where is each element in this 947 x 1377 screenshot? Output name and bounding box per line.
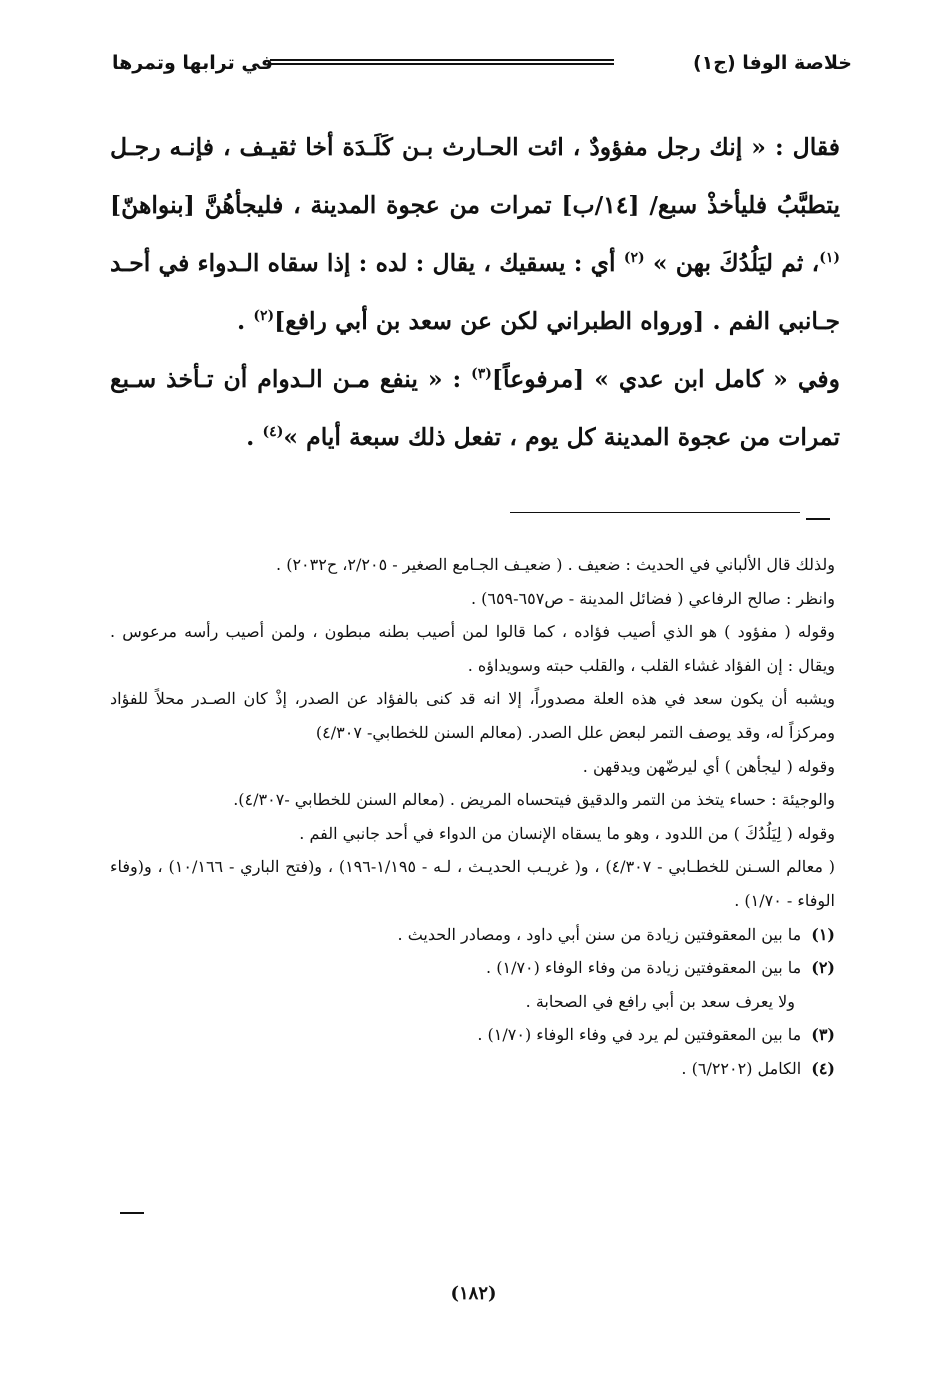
footnote-ref-1: (١): [819, 250, 841, 267]
running-header: [112, 50, 852, 86]
footnote-text: ولا يعرف سعد بن أبي رافع في الصحابة .: [525, 991, 795, 1011]
paragraph-1-text-b: ، ثم ليَلُدُكَ بهن »: [644, 249, 820, 277]
footnotes: [110, 548, 835, 1086]
footnote-2-cont: [110, 985, 835, 1019]
paragraph-1: [110, 118, 840, 350]
footnote-text: ما بين المعقوفتين لم يرد في وفاء الوفاء (١/٧٠) .: [477, 1025, 802, 1045]
footnote-continuation-line: وقوله ( ليجأهن ) أي ليرضّهن ويدقهن .: [582, 756, 835, 776]
continuation-dash-top: [806, 518, 830, 520]
main-text: [110, 118, 840, 466]
paragraph-1-text-a: فقال : « إنك رجل مفؤودٌ ، ائت الحـارث بـن كَلَـدَة أخا ثقيـف ، فإنـه رجـل يتطبَّبُ فليأخذْ سبع/ [١٤/ب] تمرات من عجوة المدينة ، فليجأهُنَّ [بنواهنّ]: [110, 133, 840, 219]
footnote-continuation-line: ولذلك قال الألباني في الحديث : ضعيف . ( ضعيـف الجـامع الصغير - ٢/٢٠٥، ح٢٠٣٢) .: [276, 555, 835, 574]
footnote-separator: [510, 512, 800, 513]
paragraph-2: [110, 350, 840, 466]
footnote-ref-3: (٣): [471, 366, 492, 383]
chapter-title: في ترابها وتمرها: [112, 52, 273, 74]
footnote-4: [110, 1052, 835, 1086]
footnote-text: ما بين المعقوفتين زيادة من سنن أبي داود ، ومصادر الحديث .: [397, 924, 802, 944]
page-number: (١٨٢): [450, 1283, 497, 1304]
footnote-ref-2b: (٢): [253, 308, 275, 325]
footnote-number: (٤): [811, 1058, 835, 1078]
header-double-rule: [270, 59, 614, 65]
footnote-continuation-line: ( معالم السـنن للخطـابي - ٤/٣٠٧) ، و( غريـب الحديـث ، لـه - ١/١٩٥-١٩٦) ، و(فتح الباري - ١٠/١٦٦) ، و(وفاء الوفاء - ١/٧٠) .: [110, 857, 836, 910]
footnote-continuation-line: وانظر : صالح الرفاعي ( فضائل المدينة - ص٦٥٧-٦٥٩) .: [470, 588, 835, 608]
footnote-number: (٢): [811, 958, 835, 978]
footnote-continuation-line: والوجيئة : حساء يتخذ من التمر والدقيق فيتحساه المريض . (معالم السنن للخطابي -٤/٣٠٧).: [233, 790, 835, 810]
footnote-continuation-line: وقوله ( لِيَلُدُكَ ) من اللدود ، وهو ما يسقاه الإنسان من الدواء في أحد جانبي الفم .: [299, 823, 835, 843]
paragraph-2-text-a: وفي « كامل ابن عدي » [مرفوعاً]: [491, 365, 840, 393]
footnote-ref-2: (٢): [623, 250, 645, 267]
footnote-ref-4: (٤): [262, 424, 284, 441]
footnote-text: الكامل (٦/٢٢٠٢) .: [681, 1058, 802, 1078]
footnote-continuation-line: ويشبه أن يكون سعد في هذه العلة مصدوراً، إلا انه قد كنى بالفؤاد عن الصدر، إذْ كان الصـدر محلاً للفؤاد ومركزاً له، وقد يوصف التمر لبعض علل الصدر. (معالم السنن للخطابي- ٤/٣٠٧): [110, 689, 836, 742]
footnote-2: [110, 951, 835, 985]
paragraph-1-text-d: .: [237, 307, 254, 335]
footnote-3: [110, 1018, 835, 1052]
footnote-number: (١): [811, 924, 835, 944]
footnote-1: [110, 918, 835, 952]
paragraph-2-text-b: : « ينفع مـن الـدوام أن تـأخذ سـبع تمرات من عجوة المدينة كل يوم ، تفعل ذلك سبعة أيام »: [110, 365, 840, 451]
paragraph-2-text-c: .: [246, 423, 263, 451]
footnote-continuation-line: وقوله ( مفؤود ) هو الذي أصيب فؤاده ، كما قالوا لمن أصيب بطنه مبطون ، ولمن أصيب رأسه مرعوس . ويقال : إن الفؤاد غشاء القلب ، والقلب حبته وسويداؤه .: [110, 622, 835, 675]
footnote-text: ما بين المعقوفتين زيادة من وفاء الوفاء (١/٧٠) .: [486, 958, 802, 978]
continuation-dash-bottom: [120, 1212, 144, 1214]
paragraph-1-text-c: أي : يسقيك ، يقال : لده : إذا سقاه الـدواء في أحـد جـانبي الفم . [ورواه الطبراني لكن عن سعد بن أبي رافع]: [110, 249, 840, 335]
book-title: خلاصة الوفا (ج١): [692, 52, 852, 74]
footnote-number: (٣): [811, 1025, 835, 1045]
